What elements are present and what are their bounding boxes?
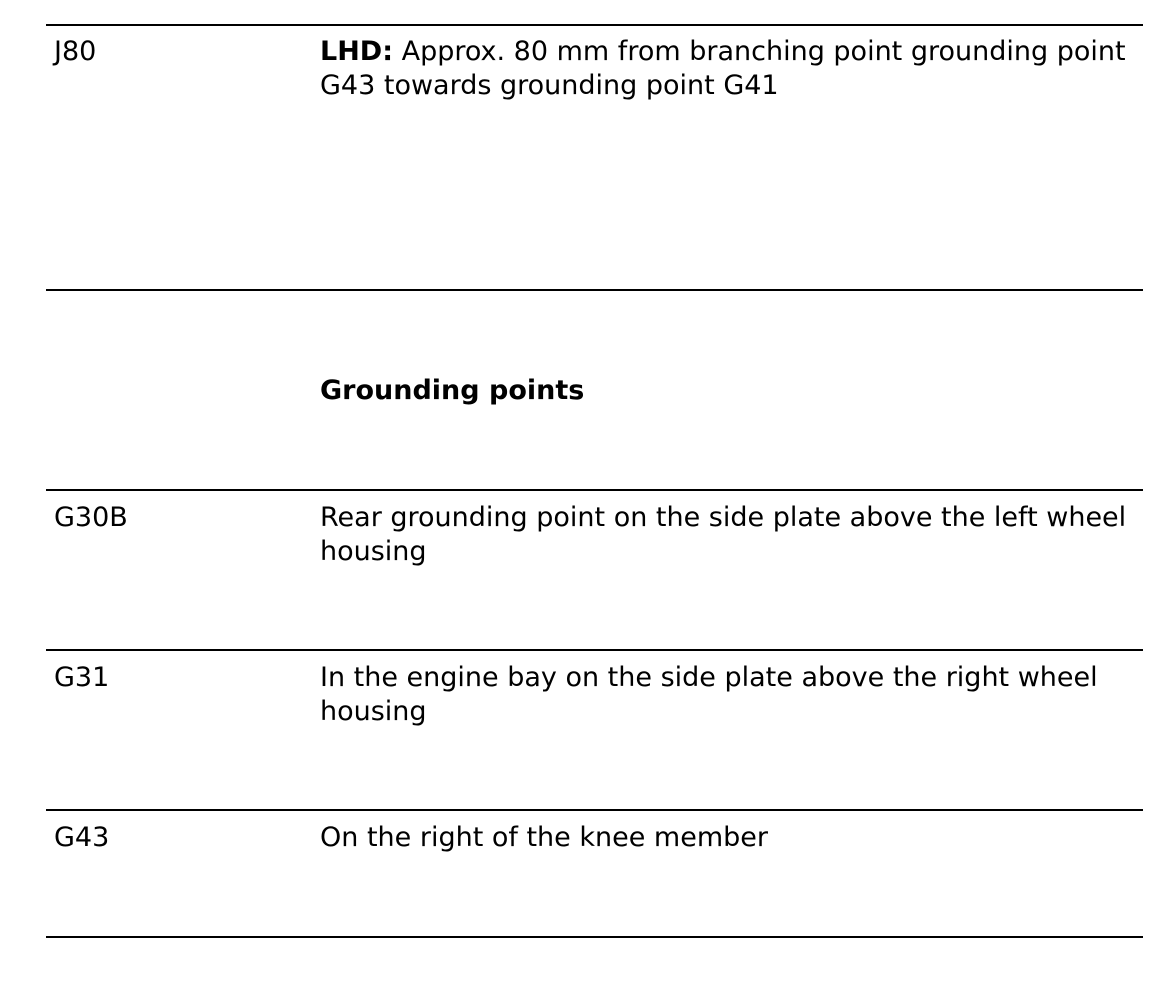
lhd-label: LHD: [320, 36, 394, 67]
component-description-g43: On the right of the knee member [320, 822, 768, 853]
table-rule [46, 809, 1143, 811]
component-code-j80: J80 [54, 36, 97, 67]
component-description-g30b: Rear grounding point on the side plate above the left wheel housing [320, 502, 1127, 567]
table-rule-top [46, 24, 1143, 26]
table-rule-bottom [46, 936, 1143, 938]
description-text: Approx. 80 mm from branching point grounding point G43 towards grounding point G41 [320, 36, 1126, 101]
table-rule [46, 489, 1143, 491]
component-description-j80 [320, 35, 1140, 103]
component-code-g43: G43 [54, 822, 110, 853]
table-rule [46, 649, 1143, 651]
section-heading: Grounding points [320, 375, 585, 406]
component-code-g31: G31 [54, 662, 110, 693]
component-code-g30b: G30B [54, 502, 128, 533]
table-rule [46, 289, 1143, 291]
component-description-g31: In the engine bay on the side plate above the right wheel housing [320, 662, 1098, 727]
